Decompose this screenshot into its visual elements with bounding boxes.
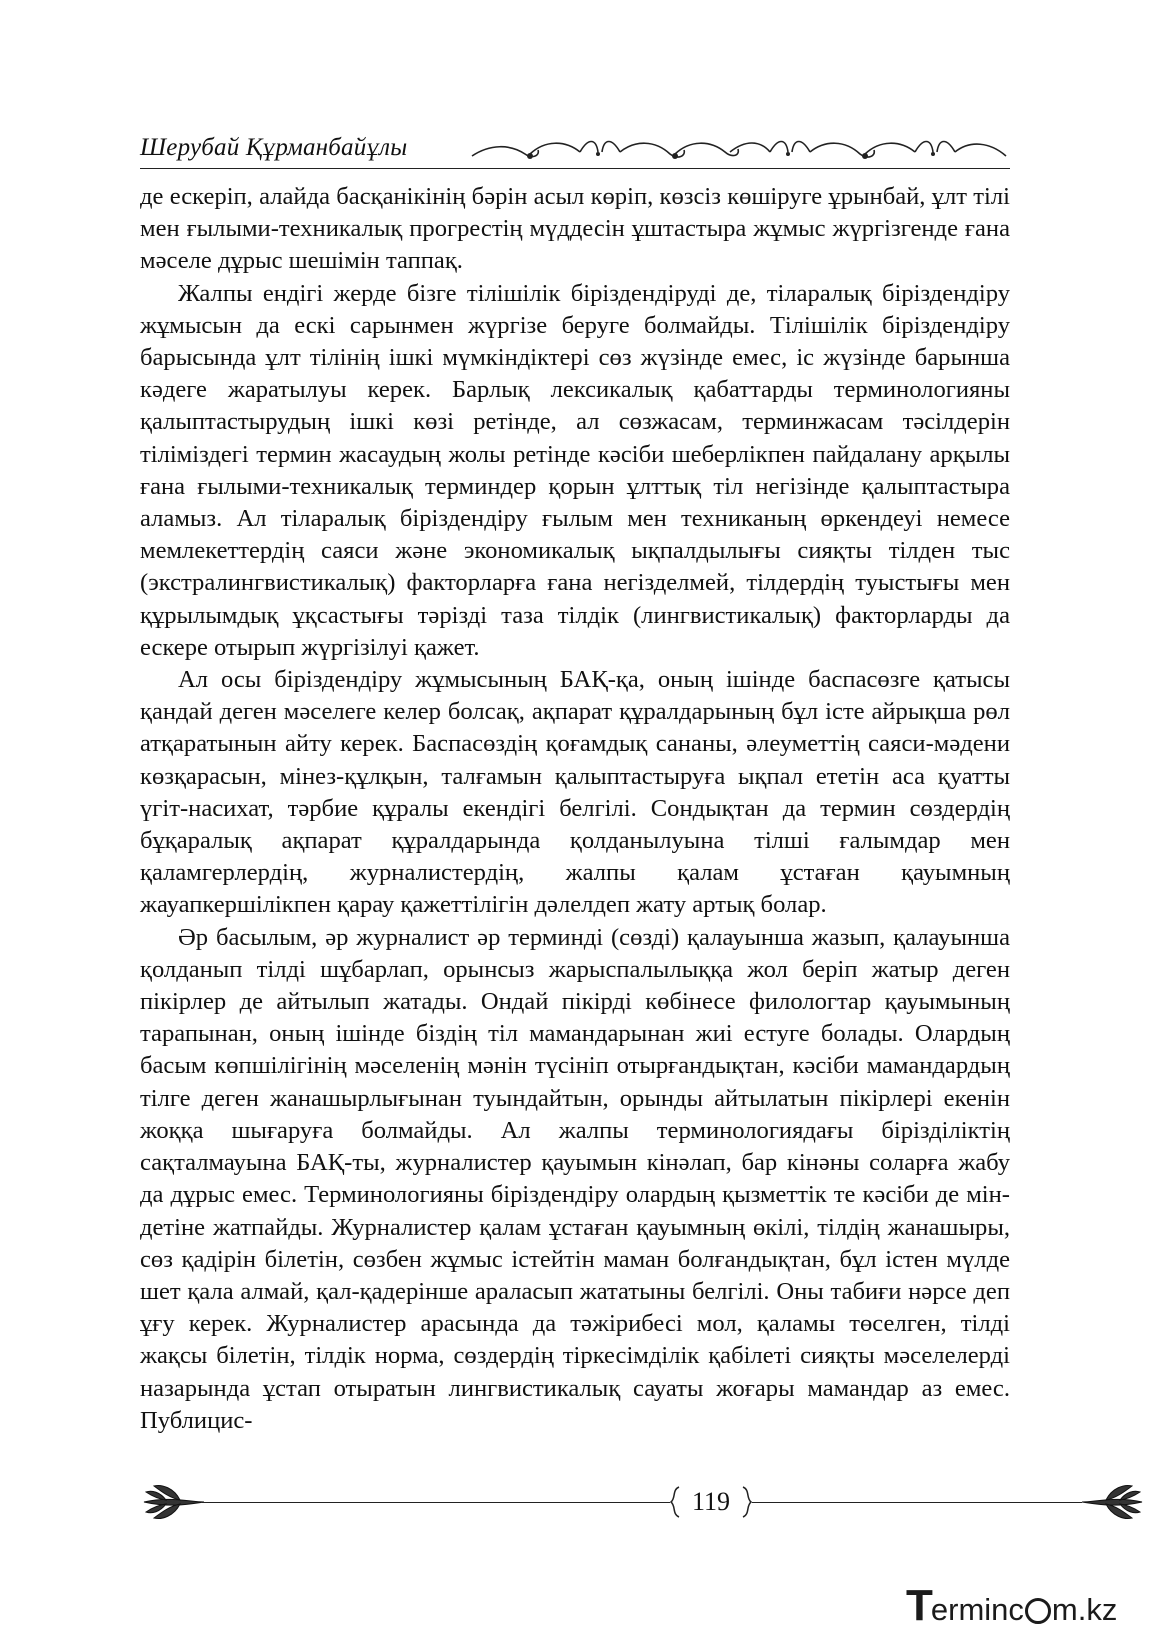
page-footer (140, 1480, 1020, 1530)
bracket-right-icon (742, 1486, 752, 1518)
body-text (140, 181, 1010, 1437)
page-number: 119 (691, 1487, 731, 1516)
footer-rule-left (202, 1502, 670, 1503)
paragraph: де ескеріп, алайда басқанікінің бәрін асыл көріп, көзсіз көшіруге ұрынбай, ұлт тілі мен ғылыми-техникалық прогрестің мүддесін ұштастыра жұмыс жүргізгенде ғана мәселе дұрыс шешімін таппақ. (140, 183, 1010, 275)
paragraph: Жалпы ендігі жерде бізге тілішілік біріздендіруді де, тіларалық біріздендіру жұмысын да ескі сарынмен жүргізе беруге болмайды. Тілішілік біріздендіру барысында ұлт тілінің ішкі мүмкіндіктері сөз жүзінде емес, іс жүзінде барынша кәдеге жаратылуы керек. Барлық лексикалық қабаттарды терминологияны қалыптастырудың ішкі көзі ретінде, ал сөзжасам, терминжасам тәсілдерін тіліміздегі термин жасаудың жолы ретінде кәсіби шеберлікпен пайдалану арқылы ғана ғылыми-техникалық терминдер қорын ұлттық тіл негізінде қалыптастыра аламыз. Ал тіларалық біріздендіру ғылым мен техниканың өркендеуі немесе мемлекеттердің саяси және экономикалық ықпалдылығы сияқты тілден тыс (экстралингвистикалық) факторларға ғана негізделмей, тілдердің туыстығы мен құрылымдық ұқсастығы тәрізді таза тілдік (лингвистикалық) факторларды да ескере отырып жүргізілуі қажет. (140, 279, 1010, 661)
paragraph: Ал осы біріздендіру жұмысының БАҚ-қа, оның ішінде баспасөзге қатысы қандай деген мәселеге келер болсақ, ақпарат құралдарының бұл істе айрықша рөл атқаратынын айту керек. Баспасөздің қоғамдық сананы, әлеуметтің саяси-мәдени көзқарасын, мінез-құлқын, талғамын қалыптастыруға ықпал ететін аса қуатты үгіт-насихат, тәрбие құралы екендігі белгілі. Сондықтан да термин сөздердің бұқаралық ақпарат құралдарында қолданылуына тілші ғалымдар мен қаламгерлердің, журналистердің, жалпы қалам ұстаған қауымның жауапкершілікпен қарау қажеттілігін дәлелдеп жату артық болар. (140, 666, 1010, 919)
watermark-initial: T (906, 1581, 933, 1630)
leaf-ornament-right-icon (1080, 1482, 1146, 1522)
watermark-text-part1: erminc (930, 1592, 1024, 1627)
header-ornament-icon (470, 134, 1010, 166)
watermark-text-part2: m.kz (1051, 1592, 1118, 1627)
header-author: Шерубай Құрманбайұлы (140, 134, 408, 161)
page-number-frame (670, 1486, 752, 1518)
paragraph: Әр басылым, әр журналист әр терминді (сөзді) қалауынша жазып, қалауынша қолданып тілді шұбарлап, орынсыз жарыспалылыққа жол беріп жатыр деген пікірлер де айтылып жатады. Ондай пікірді көбінесе филологтар қауымының тарапынан, оның ішінде біздің тіл мамандарынан жиі естуге болады. Олардың басым көпшілігінің мәселенің мәнін түсініп отырғандықтан, кәсіби мамандардың тілге деген жанашырлығынан туындайтын, орынды айтылатын пікірлері екенін жоққа шығаруға болмайды. Ал жалпы терминологиядағы бірізділіктің сақталмауына БАҚ-ты, журналистер қауымын кінәлап, бар кінәны соларға жабу да дұрыс емес. Терминологияны біріздендіру олардың қызметтік те кәсіби де міндетіне жатпайды. Журналистер қалам ұстаған қауымның өкілі, тілдің жанашыры, сөз қадірін білетін, сөзбен жұмыс істейтін маман болғандықтан, бұл істен мүлде шет қала алмай, қал-қадерінше араласып жататыны белгілі. Оны табиғи нәрсе деп ұғу керек. Журналистер арасында да тәжірибесі мол, қаламы төселген, тілді жақсы білетін, тілдік норма, сөздердің тіркесімділік қабілеті сияқты мәселелерді назарында ұстап отыратын лингвистикалық сауаты жоғары мамандар аз емес. Публицис- (140, 923, 1010, 1434)
watermark-circle-icon (1025, 1598, 1051, 1624)
running-header (140, 128, 1010, 172)
site-watermark (906, 1581, 1118, 1630)
footer-rule-right (752, 1502, 1082, 1503)
leaf-ornament-left-icon (140, 1482, 206, 1522)
bracket-left-icon (670, 1486, 680, 1518)
header-rule (140, 168, 1010, 169)
